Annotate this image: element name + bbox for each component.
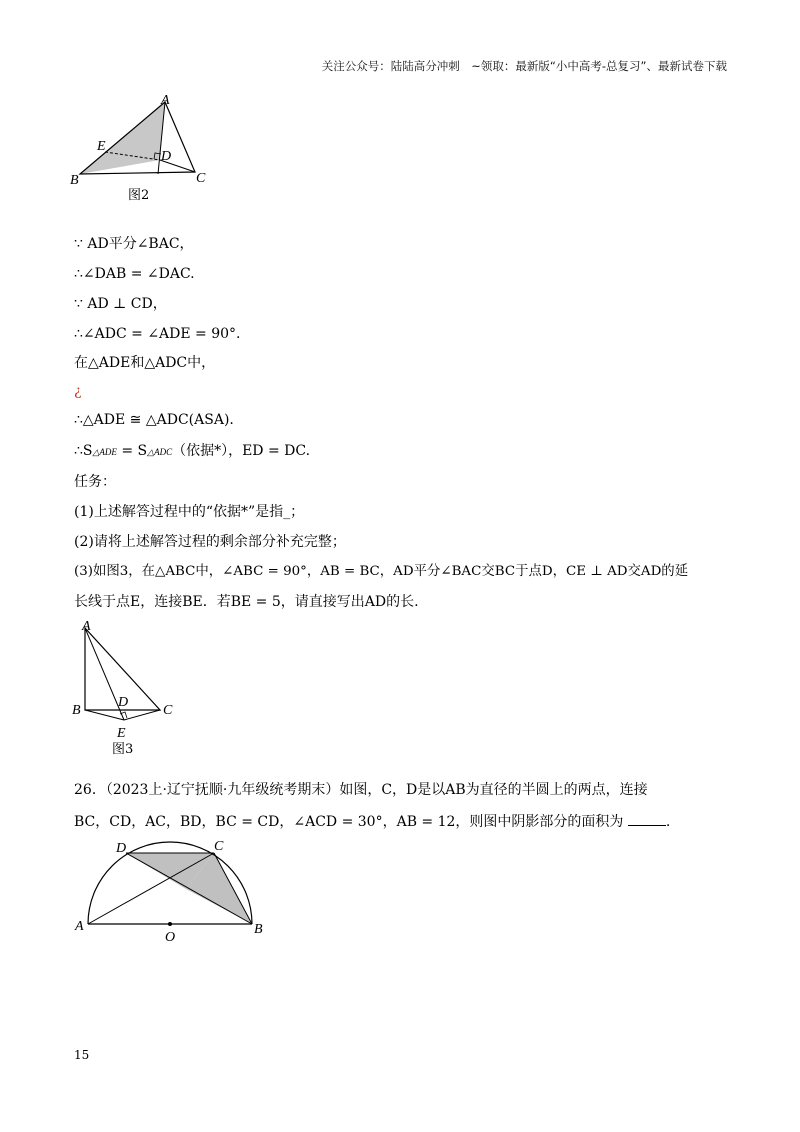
proof-line-6: ¿: [74, 383, 82, 399]
task-q2: (2)请将上述解答过程的剩余部分补充完整；: [74, 534, 346, 550]
proof-line-4: ∴∠ADC = ∠ADE = 90°.: [74, 326, 241, 342]
task-q3-line1: (3)如图3，在△ABC中，∠ABC = 90°，AB = BC，AD平分∠BAC交BC于点D，CE ⊥ AD交AD的延: [74, 564, 689, 579]
fig3-label-b: B: [72, 703, 81, 718]
fig2-label-d: D: [161, 149, 172, 164]
fig3-label-c: C: [163, 703, 173, 718]
figure-2: [70, 92, 230, 202]
problem-26-line1: 26．（2023上·辽宁抚顺·九年级统考期末）如图，C，D是以AB为直径的半圆上的两点，连接: [74, 782, 648, 798]
problem-26-line2: [74, 812, 670, 832]
proof-line-3: ∵ AD ⊥ CD，: [74, 296, 167, 312]
fig3-label-e: E: [117, 726, 126, 741]
fig3-label-a: A: [82, 619, 91, 634]
proof-line-8-sub1: △ADE: [92, 447, 117, 457]
fig2-label-b: B: [70, 173, 79, 188]
fig2-label-c: C: [196, 171, 206, 186]
proof-line-8-a: ∴S: [74, 443, 93, 459]
problem-26-line2-end: .: [665, 814, 671, 830]
fig3-label-d: D: [118, 695, 129, 710]
problem-26-line2-text: BC，CD，AC，BD，BC = CD，∠ACD = 30°，AB = 12，则图中阴影部分的面积为: [74, 814, 624, 830]
proof-line-8-b: = S: [116, 443, 148, 459]
fig2-label-e: E: [97, 139, 106, 154]
proof-line-8: [74, 441, 310, 462]
page-header: 关注公众号：陆陆高分冲刺 ~领取：最新版“小中高考-总复习”、最新试卷下载: [321, 59, 727, 73]
fig26-label-a: A: [75, 919, 84, 934]
task-q3-line2: 长线于点E，连接BE．若BE = 5，请直接写出AD的长.: [74, 594, 419, 610]
fig26-label-o: O: [165, 930, 176, 945]
proof-line-5: 在△ADE和△ADC中，: [74, 355, 216, 371]
figure-3: [70, 618, 190, 758]
proof-line-7: ∴△ADE ≅ △ADC(ASA).: [74, 412, 234, 428]
fig26-label-b: B: [254, 922, 263, 937]
page-number: 15: [74, 1048, 90, 1062]
fig2-label-a: A: [161, 93, 170, 108]
fig2-caption: 图2: [128, 188, 150, 202]
answer-blank: [628, 825, 666, 826]
fig26-label-d: D: [116, 841, 127, 856]
fig3-caption: 图3: [112, 742, 134, 757]
proof-line-8-sub2: △ADC: [147, 447, 173, 457]
fig26-label-c: C: [214, 839, 224, 854]
proof-line-8-c: （依据*），ED = DC.: [172, 443, 311, 459]
figure-26: [70, 836, 270, 946]
task-title: 任务：: [74, 474, 116, 490]
proof-line-1: ∵ AD平分∠BAC，: [74, 236, 194, 252]
proof-line-2: ∴∠DAB = ∠DAC.: [74, 266, 195, 282]
task-q1: (1)上述解答过程中的“依据*”是指_；: [74, 504, 305, 520]
